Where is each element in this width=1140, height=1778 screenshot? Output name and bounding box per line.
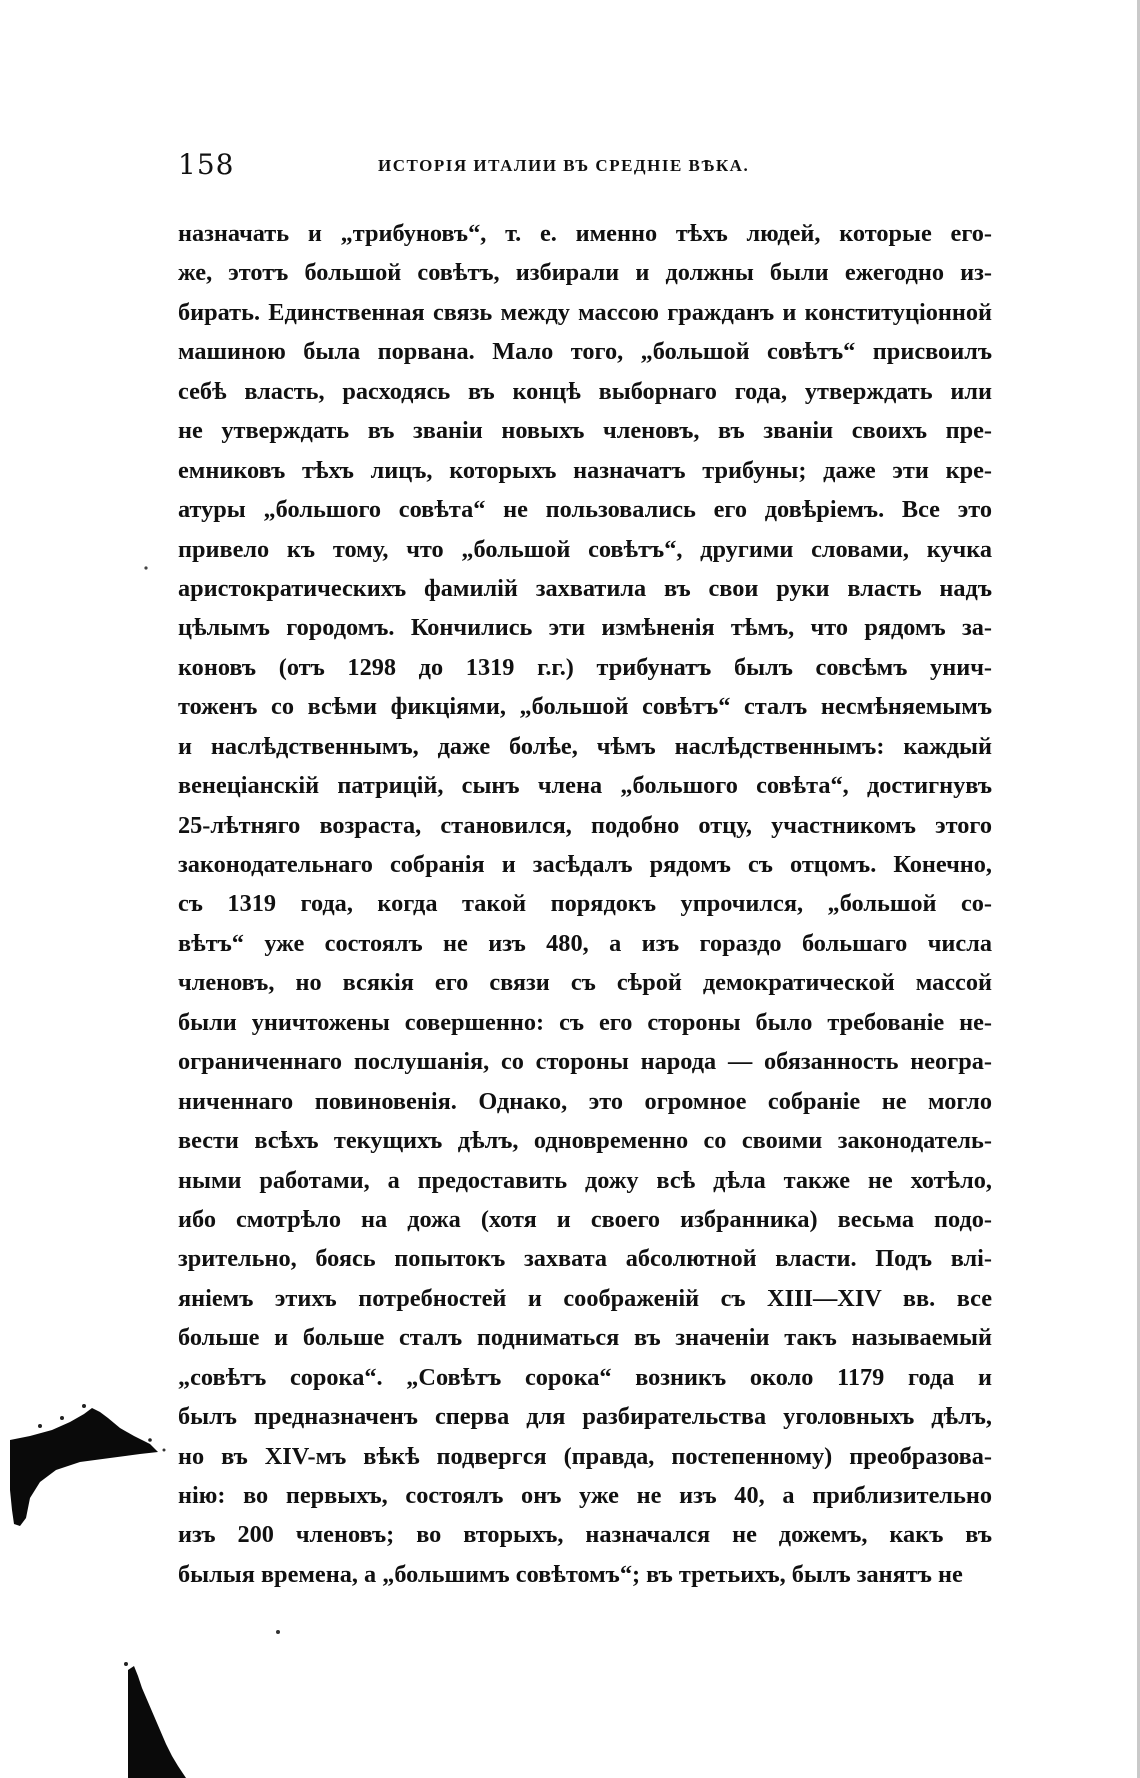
text-line: яніемъ этихъ потребностей и соображеній съ XIII—XIV вв. все bbox=[178, 1284, 992, 1312]
text-line: и наслѣдственнымъ, даже болѣе, чѣмъ наслѣдственнымъ: каждый bbox=[178, 732, 992, 760]
text-line: привело къ тому, что „большой совѣтъ“, другими словами, кучка bbox=[178, 535, 992, 563]
text-line: законодательнаго собранія и засѣдалъ рядомъ съ отцомъ. Конечно, bbox=[178, 851, 992, 878]
text-line: были уничтожены совершенно: съ его стороны было требованіе не- bbox=[178, 1008, 992, 1036]
text-line: 25-лѣтняго возраста, становился, подобно отцу, участникомъ этого bbox=[178, 811, 992, 839]
text-line: зрительно, боясь попытокъ захвата абсолютной власти. Подъ влі- bbox=[178, 1245, 992, 1273]
running-title: ИСТОРІЯ ИТАЛИИ ВЪ СРЕДНІЕ ВѢКА. bbox=[378, 156, 750, 175]
text-line: венеціанскій патрицій, сынъ члена „большого совѣта“, достигнувъ bbox=[178, 772, 992, 800]
text-line: членовъ, но всякія его связи съ сѣрой демократической массой bbox=[178, 969, 992, 997]
text-line: вѣтъ“ уже состоялъ не изъ 480, а изъ гораздо большаго числа bbox=[178, 929, 992, 957]
page-number: 158 bbox=[178, 148, 235, 181]
scan-speck bbox=[274, 1628, 282, 1636]
text-line: назначать и „трибуновъ“, т. е. именно тѣхъ людей, которые его- bbox=[178, 220, 992, 247]
text-line: былыя времена, а „большимъ совѣтомъ“; въ третьихъ, былъ занятъ не bbox=[178, 1560, 963, 1588]
text-line: больше и больше сталъ подниматься въ значеніи такъ называемый bbox=[178, 1324, 992, 1352]
text-line: съ 1319 года, когда такой порядокъ упрочился, „большой со- bbox=[178, 890, 992, 918]
text-line: себѣ власть, расходясь въ концѣ выборнаго года, утверждать или bbox=[178, 377, 992, 405]
scan-speck bbox=[142, 564, 150, 572]
text-line: тоженъ со всѣми фикціями, „большой совѣтъ“ сталъ несмѣняемымъ bbox=[178, 693, 992, 721]
text-line: аристократическихъ фамилій захватила въ свои руки власть надъ bbox=[178, 574, 992, 602]
text-line: коновъ (отъ 1298 до 1319 г.г.) трибунатъ былъ совсѣмъ унич- bbox=[178, 653, 992, 681]
text-line: бирать. Единственная связь между массою гражданъ и конституціонной bbox=[178, 298, 992, 326]
text-line: ибо смотрѣло на дожа (хотя и своего избранника) весьма подо- bbox=[178, 1205, 992, 1233]
page-header bbox=[178, 148, 988, 188]
text-line: но въ XIV-мъ вѣкѣ подвергся (правда, постепенному) преобразова- bbox=[178, 1442, 992, 1470]
text-line: не утверждать въ званіи новыхъ членовъ, въ званіи своихъ пре- bbox=[178, 417, 992, 445]
body-text bbox=[178, 214, 992, 1594]
text-line: изъ 200 членовъ; во вторыхъ, назначался не дожемъ, какъ въ bbox=[178, 1521, 992, 1549]
text-line: былъ предназначенъ сперва для разбирательства уголовныхъ дѣлъ, bbox=[178, 1403, 992, 1431]
text-line: ограниченнаго послушанія, со стороны народа — обязанность неогра- bbox=[178, 1048, 992, 1076]
text-line: „совѣтъ сорока“. „Совѣтъ сорока“ возникъ около 1179 года и bbox=[178, 1363, 992, 1391]
text-line: ниченнаго повиновенія. Однако, это огромное собраніе не могло bbox=[178, 1087, 992, 1115]
text-line: атуры „большого совѣта“ не пользовались его довѣріемъ. Все это bbox=[178, 496, 992, 524]
text-line: цѣлымъ городомъ. Кончились эти измѣненія тѣмъ, что рядомъ за- bbox=[178, 614, 992, 642]
text-line: вести всѣхъ текущихъ дѣлъ, одновременно со своими законодатель- bbox=[178, 1127, 992, 1155]
text-line: же, этотъ большой совѣтъ, избирали и должны были ежегодно из- bbox=[178, 259, 992, 287]
text-line: нію: во первыхъ, состоялъ онъ уже не изъ 40, а приблизительно bbox=[178, 1482, 992, 1509]
text-line: емниковъ тѣхъ лицъ, которыхъ назначатъ трибуны; даже эти кре- bbox=[178, 456, 992, 484]
text-line: ными работами, а предоставить дожу всѣ дѣла также не хотѣло, bbox=[178, 1166, 992, 1194]
text-line: машиною была порвана. Мало того, „большой совѣтъ“ присвоилъ bbox=[178, 338, 992, 366]
scan-artifact-lower bbox=[120, 1660, 190, 1778]
scan-artifact-upper bbox=[0, 1400, 180, 1530]
